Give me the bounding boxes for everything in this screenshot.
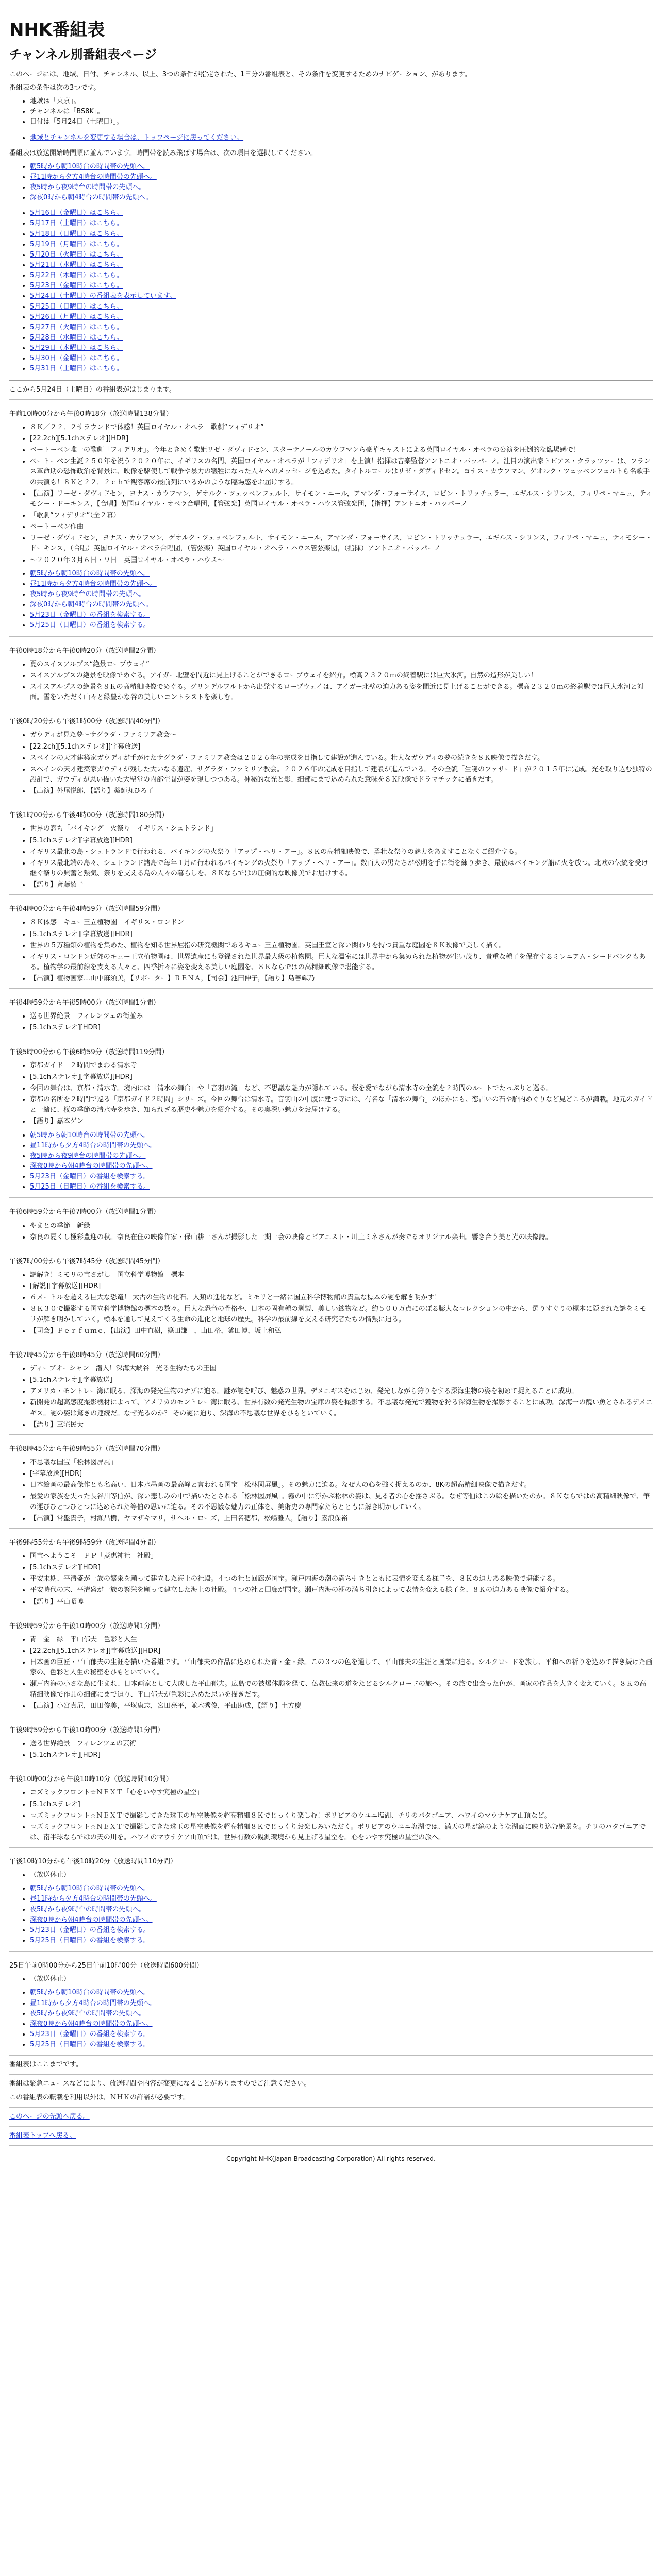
program-time: 午前10時00分から午後0時18分（放送時間138分間） bbox=[9, 410, 173, 418]
date-link[interactable]: 5月22日（木曜日）はこちら。 bbox=[30, 272, 123, 280]
date-link[interactable]: 5月30日（金曜日）はこちら。 bbox=[30, 354, 123, 363]
program-details bbox=[9, 1788, 653, 1843]
program-block bbox=[9, 1716, 653, 1760]
program-detail: • [22.2ch][5.1chステレオ][HDR] bbox=[30, 434, 653, 444]
program-detail: • 奈良の夏くし極彩豊迎の秋。奈良在住の映像作家・保山耕一さんが撮影した一期一会の映像とピアニスト・川上ミネさんが奏でるオリジナル楽曲。響き合う美と光の映像詩。 bbox=[30, 1232, 653, 1243]
date-item bbox=[30, 281, 653, 291]
program-detail: • 【出演】リーゼ・ダヴィドセン，ヨナス・カウフマン，ゲオルク・ツェッペンフェルト，サイモン・ニール，アマンダ・フォーサイス，ロビン・トリッチュラー，エギルス・シリンス，フィリペ・マニュ，ティモシー・ドーキンス，【合唱】英国ロイヤル・オペラ合唱団，【管弦楽】英国ロイヤル・オペラ・ハウス管弦楽団，【指揮】アントニオ・パッパーノ bbox=[30, 489, 653, 510]
program-detail: • リーゼ・ダヴィドセン，ヨナス・カウフマン，ゲオルク・ツェッペンフェルト，サイモン・ニール，アマンダ・フォーサイス，ロビン・トリッチュラー，エギルス・シリンス，フィリペ・マニュ，ティモシー・ドーキンス，（合唱）英国ロイヤル・オペラ合唱団，（管弦楽）英国ロイヤル・オペラ・ハウス管弦楽団，（指揮）アントニオ・パッパーノ bbox=[30, 533, 653, 554]
program-detail: • イギリス最北の島・シェトランドで行われる、バイキングの火祭り「アップ・ヘリ・アー」。８Ｋの高精細映像で、勇壮な祭りの魅力をあますことなくご紹介する。 bbox=[30, 847, 653, 857]
program-time: 午後0時18分から午後0時20分（放送時間2分間） bbox=[9, 647, 160, 655]
page-title: NHK番組表 bbox=[9, 20, 105, 40]
program-schedule bbox=[9, 399, 653, 2050]
program-time: 午後0時20分から午後1時00分（放送時間40分間） bbox=[9, 718, 164, 726]
program-detail: • アメリカ・モントレー湾に眠る、深海の発光生物のナゾに迫る。謎が謎を呼び、魅惑の世界。デメニギスをはじめ、発光しながら狩りをする深海生物の姿を初めて捉えることに成功。 bbox=[30, 1386, 653, 1397]
program-title: • やまとの季節 新緑 bbox=[30, 1221, 653, 1231]
program-block bbox=[9, 1247, 653, 1336]
program-details bbox=[9, 1870, 653, 1880]
program-details bbox=[9, 1739, 653, 1760]
condition-item: • チャンネルは「BS8K」。 bbox=[30, 107, 653, 117]
program-detail: • コズミックフロント☆ＮＥＸＴで撮影してきた珠玉の星空映像を超高精細８Ｋでじっくりお楽しみいただく。ボリビアのウユニ塩湖では、満天の星が鏡のような湖面に映り込む絶景を。チリのパタゴニアでは、南半球ならではの天の川を。ハワイのマウナケア山頂では、世界有数の観測環境から見上げる星空を。心をいやす究極の星空の旅へ。 bbox=[30, 1822, 653, 1843]
program-title: • ディープオーシャン 潜入！深海大峡谷 光る生物たちの王国 bbox=[30, 1364, 653, 1374]
program-detail: • [5.1chステレオ][字幕放送][HDR] bbox=[30, 929, 653, 940]
divider bbox=[9, 1197, 653, 1198]
date-link[interactable]: 5月17日（土曜日）はこちら。 bbox=[30, 219, 123, 228]
divider bbox=[9, 380, 653, 381]
divider bbox=[9, 399, 653, 400]
nav-link[interactable]: 朝5時から朝10時台の時間帯の先頭へ。 bbox=[30, 1989, 150, 1997]
program-time: 午後4時00分から午後4時59分（放送時間59分間） bbox=[9, 905, 164, 913]
program-title: • 不思議な国宝「松林図屏風」 bbox=[30, 1458, 653, 1468]
date-item bbox=[30, 240, 653, 250]
time-intro: 番組表は放送開始時間順に並んでいます。時間帯を読み飛ばす場合は、次の項目を選択してください。 bbox=[9, 149, 317, 157]
program-time: 午後8時45分から午後9時55分（放送時間70分間） bbox=[9, 1445, 164, 1453]
program-time: 午後7時45分から午後8時45分（放送時間60分間） bbox=[9, 1351, 164, 1359]
program-detail: • スペインの天才建築家ガウディが手がけたサグラダ・ファミリア教会は２０２６年の完成を目指して建設が進んでいる。壮大なガウディの夢の続きを８Ｋ映像で描きだす。 bbox=[30, 753, 653, 764]
program-time: 午後9時59分から午後10時00分（放送時間1分間） bbox=[9, 1622, 164, 1630]
date-item bbox=[30, 291, 653, 301]
program-detail: • [5.1chステレオ][字幕放送][HDR] bbox=[30, 1072, 653, 1082]
program-detail: • ６メートルを超える巨大な恐竜！ 太古の生物の化石、人類の進化など。ミモリと一緒に国立科学博物館の貴重な標本の謎を解き明かす！ bbox=[30, 1293, 653, 1303]
program-time: 午後1時00分から午後4時00分（放送時間180分間） bbox=[9, 811, 169, 820]
program-details bbox=[9, 1221, 653, 1243]
date-link[interactable]: 5月28日（水曜日）はこちら。 bbox=[30, 334, 123, 342]
program-detail: • スペインの天才建築家ガウディが残した大いなる遺産、サグラダ・ファミリア教会。２０２６年の完成を目指して建設が進んでいる。その全貌「生誕のファサード」が２０１５年に完成。光を取り込む独特の設計で、ガウディが思い描いた大聖堂の内部空間が姿を現しつつある。神秘的な光と影、細部にまで込められた意味を８Ｋ映像でドラマチックに描きだす。 bbox=[30, 765, 653, 785]
jump-evening-link[interactable]: 夜5時から夜9時台の時間帯の先頭へ。 bbox=[30, 183, 146, 192]
program-title: • （放送休止） bbox=[30, 1974, 653, 1985]
nav-link[interactable]: 朝5時から朝10時台の時間帯の先頭へ。 bbox=[30, 1885, 150, 1893]
date-link[interactable]: 5月31日（土曜日）はこちら。 bbox=[30, 365, 123, 373]
program-block bbox=[9, 1341, 653, 1430]
divider bbox=[9, 1434, 653, 1435]
date-link[interactable]: 5月24日（土曜日）の番組表を表示しています。 bbox=[30, 292, 176, 300]
program-detail: • イギリス最北端の島々、シェトランド諸島で毎年１月に行われるバイキングの火祭り「アップ・ヘリ・アー」。数百人の男たちが松明を手に街を練り歩き、最後はバイキング船に火を放つ。北欧の伝統を受け継ぐ祭りの興奮と熱気、祭りを支える島の人々の暮らしを、８Ｋならではの圧倒的な映像美でお届けする。 bbox=[30, 858, 653, 879]
jump-latenight-link[interactable]: 深夜0時から朝4時台の時間帯の先頭へ。 bbox=[30, 194, 153, 202]
divider bbox=[9, 1951, 653, 1952]
note-line: この番組表の転載を利用以外は、ＮＨＫの許諾が必要です。 bbox=[9, 2093, 190, 2102]
nav-link[interactable]: 5月23日（金曜日）の番組を検索する。 bbox=[30, 1173, 150, 1181]
divider bbox=[9, 2145, 653, 2146]
divider bbox=[9, 1847, 653, 1848]
divider bbox=[9, 2074, 653, 2075]
program-detail: • スイスアルプスの絶景を映像でめぐる。アイガー北壁を間近に見上げることができるロープウェイを紹介。標高２３２０ｍの終着駅には巨大氷河。自然の造形が美しい！ bbox=[30, 671, 653, 681]
program-detail: • 【語り】嘉本ゲン bbox=[30, 1116, 653, 1127]
divider bbox=[9, 988, 653, 989]
program-title: • 国宝へようこそ ＦＰ「菱惠神社 社殿」 bbox=[30, 1551, 653, 1562]
program-block bbox=[9, 988, 653, 1033]
program-details bbox=[9, 1974, 653, 1985]
page-subtitle: チャンネル別番組表ページ bbox=[9, 47, 157, 62]
nav-link[interactable]: 5月23日（金曜日）の番組を検索する。 bbox=[30, 1926, 150, 1934]
program-block bbox=[9, 1847, 653, 1946]
program-title: • 送る世界絶景 フィレンツェの街並み bbox=[30, 1011, 653, 1022]
program-block bbox=[9, 894, 653, 984]
program-detail: • 瀬戸内海の小さな島に生まれ、日本画家として大成した平山郁夫。広島での被爆体験を経て、仏教伝来の道をたどるシルクロードの旅へ。その旅で出会った色が、画家の作品を大きく変えていく。８Ｋの高精細映像で作品の細部にまで迫り、平山郁夫が色彩に込めた思いを描きだす。 bbox=[30, 1679, 653, 1700]
program-title: • ８Ｋ／２２．２サラウンドで体感！英国ロイヤル・オペラ 歌劇“フィデリオ” bbox=[30, 422, 653, 433]
nav-link[interactable]: 深夜0時から朝4時台の時間帯の先頭へ。 bbox=[30, 1916, 153, 1924]
change-area-link[interactable]: 地域とチャンネルを変更する場合は、トップページに戻ってください。 bbox=[30, 133, 244, 142]
program-details bbox=[9, 1270, 653, 1336]
note-line: 番組は緊急ニュースなどにより、放送時間や内容が変更になることがありますのでご注意ください。 bbox=[9, 2080, 311, 2088]
program-block bbox=[9, 1612, 653, 1711]
date-link[interactable]: 5月29日（木曜日）はこちら。 bbox=[30, 344, 123, 352]
nav-link[interactable]: 深夜0時から朝4時台の時間帯の先頭へ。 bbox=[30, 1162, 153, 1171]
nav-link[interactable]: 朝5時から朝10時台の時間帯の先頭へ。 bbox=[30, 1131, 150, 1139]
date-link[interactable]: 5月26日（月曜日）はこちら。 bbox=[30, 313, 123, 321]
program-block bbox=[9, 801, 653, 890]
program-detail: • [5.1chステレオ][HDR] bbox=[30, 1023, 653, 1033]
nav-link[interactable]: 昼11時から夕方4時台の時間帯の先頭へ。 bbox=[30, 1999, 157, 2007]
program-title: • コズミックフロント☆ＮＥＸＴ「心をいやす究極の星空」 bbox=[30, 1788, 653, 1798]
date-item bbox=[30, 208, 653, 218]
program-time: 午後9時59分から午後10時00分（放送時間1分間） bbox=[9, 1726, 164, 1734]
program-detail: • 【語り】斎藤綾子 bbox=[30, 880, 653, 890]
condition-item: • 地域は「東京」。 bbox=[30, 96, 653, 107]
date-item bbox=[30, 229, 653, 240]
program-detail: • 【司会】Ｐｅｒｆｕｍｅ，【出演】田中直樹，篠田謙一，山田格，釜田博，坂上和弘 bbox=[30, 1326, 653, 1336]
nav-link[interactable]: 5月25日（日曜日）の番組を検索する。 bbox=[30, 1937, 150, 1945]
program-details bbox=[9, 1011, 653, 1033]
nav-link[interactable]: 深夜0時から朝4時台の時間帯の先頭へ。 bbox=[30, 2020, 153, 2028]
program-detail: • 新開発の超高感度撮影機材によって、アメリカのモントレー湾に眠る、世界有数の発光生物の宝庫の姿を撮影する。不思議な発光で獲物を狩る深海生物を撮影することに成功。深海一の醜い魚とされるデメニギス。謎の姿は驚きの連続だ。なぜ光るのか？ その謎に迫り、深海の不思議な世界をひもといていく。 bbox=[30, 1398, 653, 1418]
nav-link[interactable]: 夜5時から夜9時台の時間帯の先頭へ。 bbox=[30, 1151, 146, 1160]
jump-morning-link[interactable]: 朝5時から朝10時台の時間帯の先頭へ。 bbox=[30, 162, 150, 171]
program-details bbox=[9, 918, 653, 984]
program-title: • （放送休止） bbox=[30, 1870, 653, 1880]
program-time: 午後10時00分から午後10時10分（放送時間10分間） bbox=[9, 1775, 173, 1784]
nav-link[interactable]: 朝5時から朝10時台の時間帯の先頭へ。 bbox=[30, 569, 150, 578]
program-details bbox=[9, 730, 653, 796]
nav-link[interactable]: 夜5時から夜9時台の時間帯の先頭へ。 bbox=[30, 2009, 146, 2018]
program-time: 午後6時59分から午後7時00分（放送時間1分間） bbox=[9, 1208, 160, 1216]
program-title: • 送る世界絶景 フィレンツェの芸術 bbox=[30, 1739, 653, 1749]
program-detail: • 【語り】平山昭博 bbox=[30, 1597, 653, 1607]
date-item bbox=[30, 353, 653, 364]
divider bbox=[9, 894, 653, 895]
date-item bbox=[30, 250, 653, 260]
conditions-heading: 番組表の条件は次の3つです。 bbox=[9, 83, 101, 92]
jump-daytime-link[interactable]: 昼11時から夕方4時台の時間帯の先頭へ。 bbox=[30, 173, 157, 181]
nav-link[interactable]: 5月25日（日曜日）の番組を検索する。 bbox=[30, 621, 150, 630]
program-block bbox=[9, 1528, 653, 1607]
program-time: 午後9時55分から午後9時59分（放送時間4分間） bbox=[9, 1538, 160, 1547]
nav-link[interactable]: 夜5時から夜9時台の時間帯の先頭へ。 bbox=[30, 590, 146, 598]
date-item bbox=[30, 333, 653, 343]
program-detail: • [22.2ch][5.1chステレオ][字幕放送][HDR] bbox=[30, 1646, 653, 1656]
nav-link[interactable]: 5月25日（日曜日）の番組を検索する。 bbox=[30, 1183, 150, 1191]
program-time: 午後10時10分から午後10時20分（放送時間110分間） bbox=[9, 1858, 177, 1866]
program-time: 午後4時59分から午後5時00分（放送時間1分間） bbox=[9, 999, 160, 1007]
program-block bbox=[9, 1197, 653, 1242]
program-detail: • 日本絵画の最高傑作とも名高い、日本水墨画の最高峰と言われる国宝「松林図屏風」。その魅力に迫る。なぜ人の心を強く捉えるのか、8Kの超高精細映像で描きだす。 bbox=[30, 1480, 653, 1490]
program-nav-links bbox=[9, 1130, 653, 1193]
time-jump-list bbox=[9, 162, 653, 204]
program-time: 午後7時00分から午後7時45分（放送時間45分間） bbox=[9, 1257, 164, 1265]
program-details bbox=[9, 659, 653, 703]
page-intro: このページには、地域、日付、チャンネル、以上、3つの条件が指定された、1日分の番組表と、その条件を変更するためのナビゲーション、があります。 bbox=[9, 70, 471, 78]
program-detail: • 「歌劇“フィデリオ”（全２幕）」 bbox=[30, 511, 653, 521]
program-detail: • イギリス・ロンドン近郊のキュー王立植物園は、世界遺産にも登録された世界最大級の植物園。巨大な温室には世界中から集められた植物が生い茂り、貴重な種子を保存するミレニアム・シードバンクもある。植物学の最前線を支える人々と、四季折々に姿を変える美しい庭園を、８Ｋならではの高精細映像で堪能する。 bbox=[30, 952, 653, 973]
program-detail: • ベートーベン生誕２５０年を祝う２０２０年に、イギリスの名門、英国ロイヤル・オペラが「フィデリオ」を上演！指揮は音楽監督アントニオ・パッパーノ。注目の演出家トビアス・クラッツァーは、フランス革命期の恐怖政治を背景に、映像を駆使して戦争や暴力の犠牲になった人々へのメッセージを込めた。タイトルロールはリゼ・ダヴィドセン。ヨナス・カウフマン、ゲオルク・ツェッペンフェルトら名歌手の共演も！８Ｋと２２．２ｃｈで観客席の最前列にいるかのような臨場感をお届けする。 bbox=[30, 456, 653, 487]
date-link[interactable]: 5月21日（水曜日）はこちら。 bbox=[30, 261, 123, 269]
date-item bbox=[30, 323, 653, 333]
program-block bbox=[9, 707, 653, 796]
nav-link[interactable]: 5月23日（金曜日）の番組を検索する。 bbox=[30, 611, 150, 619]
date-item bbox=[30, 270, 653, 281]
program-title: • 世界の窓ち「バイキング 火祭り イギリス・シェトランド」 bbox=[30, 824, 653, 834]
program-nav-links bbox=[9, 1988, 653, 2050]
program-title: • 謎解き！ミモリの宝さがし 国立科学博物館 標本 bbox=[30, 1270, 653, 1280]
program-detail: • [5.1chステレオ][字幕放送] bbox=[30, 1375, 653, 1385]
program-detail: • コズミックフロント☆ＮＥＸＴで撮影してきた珠玉の星空映像を超高精細８Ｋでじっくり楽しむ！ボリビアのウユニ塩湖、チリのパタゴニア、ハワイのマウナケア山頂など。 bbox=[30, 1811, 653, 1821]
program-details bbox=[9, 1458, 653, 1524]
date-link[interactable]: 5月18日（日曜日）はこちら。 bbox=[30, 230, 123, 238]
program-block bbox=[9, 399, 653, 631]
program-detail: • 平安末期、平清盛が一族の繁栄を願って建立した海上の社殿。４つの社と回廊が国宝。瀬戸内海の潮の満ち引きとともに表情を変える様子を、８Ｋの迫力ある映像で堪能する。 bbox=[30, 1574, 653, 1584]
program-detail: • 京都の名所を２時間で巡る「京都ガイド２時間」シリーズ。今回の舞台は清水寺。音羽山の中腹に建つ寺には、有名な「清水の舞台」のほかにも、恋占いの石や胎内めぐりなど見どころが満載。地元のガイドと一緒に、桜の季節の清水寺を歩き、知られざる歴史や魅力を紹介する。その奥深い魅力をお届けする。 bbox=[30, 1095, 653, 1115]
program-details bbox=[9, 1551, 653, 1607]
date-item bbox=[30, 364, 653, 374]
program-detail: • [解説][字幕放送][HDR] bbox=[30, 1281, 653, 1292]
nav-link[interactable]: 深夜0時から朝4時台の時間帯の先頭へ。 bbox=[30, 601, 153, 609]
nav-link[interactable]: 夜5時から夜9時台の時間帯の先頭へ。 bbox=[30, 1905, 146, 1913]
program-block bbox=[9, 1765, 653, 1843]
program-title: • ガウディが見た夢〜サグラダ・ファミリア教会〜 bbox=[30, 730, 653, 740]
date-item bbox=[30, 312, 653, 323]
program-detail: • 世界の５万種類の植物を集めた、植物を知る世界屈指の研究機関であるキュー王立植物園。英国王室と深い関わりを持つ貴重な庭園を８Ｋ映像で美しく描く。 bbox=[30, 941, 653, 951]
program-detail: • ベートーベン作曲 bbox=[30, 522, 653, 532]
nav-link[interactable]: 5月23日（金曜日）の番組を検索する。 bbox=[30, 2030, 150, 2039]
program-detail: • 【出演】小宮真尼，田田俊美，平塚康志，宮田亮平，並木秀俊，平山助成，【語り】土方慶 bbox=[30, 1701, 653, 1711]
program-detail: • スイスアルプスの絶景を８Ｋの高精細映像でめぐる。グリンデルワルトから出発するロープウェイは、アイガー北壁の迫力ある姿を間近に見上げることができる。標高２３２０ｍの終着駅では巨大氷河と対面。雪をいただく山々と緑豊かな谷の美しいコントラストを楽しむ。 bbox=[30, 682, 653, 703]
page-top-link[interactable]: このページの先頭へ戻る。 bbox=[9, 2112, 90, 2121]
date-link[interactable]: 5月16日（金曜日）はこちら。 bbox=[30, 209, 123, 217]
schedule-start: ここから5月24日（土曜日）の番組表がはじまります。 bbox=[9, 385, 176, 394]
change-list bbox=[9, 133, 653, 143]
program-detail: • 【出演】常盤貴子，村瀬昌樹，ヤマザキマリ，サヘル・ローズ，上田名穂都，松嶋雅人，【語り】素浪保裕 bbox=[30, 1514, 653, 1524]
program-detail: • 【語り】三宅民夫 bbox=[30, 1420, 653, 1430]
divider bbox=[9, 2126, 653, 2127]
program-detail: • [5.1chステレオ][HDR] bbox=[30, 1750, 653, 1760]
nav-link[interactable]: 昼11時から夕方4時台の時間帯の先頭へ。 bbox=[30, 1895, 157, 1903]
condition-item: • 日付は「5月24日（土曜日）」。 bbox=[30, 117, 653, 127]
program-detail: • 日本画の巨匠・平山郁夫の生涯を描いた番組です。平山郁夫の作品に込められた青・金・緑。この３つの色を通して、平山郁夫の生涯と画業に迫る。シルクロードを旅し、平和への祈りを込めて描き続けた画家の、色彩と人生の秘密をひもといていく。 bbox=[30, 1657, 653, 1678]
program-block bbox=[9, 1038, 653, 1193]
program-details bbox=[9, 1635, 653, 1711]
date-item bbox=[30, 302, 653, 312]
divider bbox=[9, 2055, 653, 2056]
program-time: 午後5時00分から午後6時59分（放送時間119分間） bbox=[9, 1048, 169, 1056]
copyright: Copyright NHK(Japan Broadcasting Corporation) All rights reserved. bbox=[226, 2155, 436, 2163]
program-nav-links bbox=[9, 1884, 653, 1946]
program-nav-links bbox=[9, 569, 653, 631]
program-detail: • 最愛の家族を失った長谷川等伯が、深い悲しみの中で描いたとされる「松林図屏風」。霧の中に浮かぶ松林の姿は、見る者の心を揺さぶる。なぜ等伯はこの絵を描いたのか。８Ｋならではの高精細映像で、筆の運びひとつひとつに込められた等伯の思いに迫る。その不思議な魅力の正体を、美術史の専門家たちとともに解き明かしていく。 bbox=[30, 1492, 653, 1512]
program-title: • 夏のスイスアルプス“絶景ロープウェイ” bbox=[30, 659, 653, 670]
program-detail: • [字幕放送][HDR] bbox=[30, 1469, 653, 1479]
nav-link[interactable]: 昼11時から夕方4時台の時間帯の先頭へ。 bbox=[30, 580, 157, 588]
schedule-end: 番組表はここまでです。 bbox=[9, 2061, 82, 2069]
nav-link[interactable]: 昼11時から夕方4時台の時間帯の先頭へ。 bbox=[30, 1141, 157, 1149]
program-details bbox=[9, 422, 653, 566]
program-title: • 青 金 緑 平山郁夫 色彩と人生 bbox=[30, 1635, 653, 1645]
date-link[interactable]: 5月25日（日曜日）はこちら。 bbox=[30, 302, 123, 311]
date-link[interactable]: 5月20日（火曜日）はこちら。 bbox=[30, 250, 123, 259]
program-detail: • 〜２０２０年３月６日・９日 英国ロイヤル・オペラ・ハウス〜 bbox=[30, 555, 653, 566]
program-block bbox=[9, 1434, 653, 1524]
program-time: 25日午前0時00分から25日午前10時00分（放送時間600分間） bbox=[9, 1962, 203, 1970]
date-link[interactable]: 5月19日（月曜日）はこちら。 bbox=[30, 240, 123, 248]
program-title: • 京都ガイド ２時間でまわる清水寺 bbox=[30, 1061, 653, 1071]
program-detail: • [22.2ch][5.1chステレオ][字幕放送] bbox=[30, 742, 653, 752]
program-title: • ８Ｋ体感 キュー王立植物園 イギリス・ロンドン bbox=[30, 918, 653, 928]
conditions-list bbox=[9, 96, 653, 127]
program-detail: • 今回の舞台は、京都・清水寺。境内には「清水の舞台」や「音羽の滝」など、不思議な魅力が隠れている。桜を愛でながら清水寺の全貌を２時間のルートでたっぷりと巡る。 bbox=[30, 1083, 653, 1094]
program-block bbox=[9, 1951, 653, 2050]
program-detail: • [5.1chステレオ][HDR] bbox=[30, 1563, 653, 1573]
program-details bbox=[9, 1061, 653, 1127]
date-item bbox=[30, 343, 653, 353]
date-link[interactable]: 5月23日（金曜日）はこちら。 bbox=[30, 282, 123, 290]
program-details bbox=[9, 824, 653, 890]
program-block bbox=[9, 636, 653, 703]
date-link[interactable]: 5月27日（火曜日）はこちら。 bbox=[30, 323, 123, 331]
date-list bbox=[9, 208, 653, 374]
program-detail: • ８Ｋ３０で撮影する国立科学博物館の標本の数々。巨大な恐竜の骨格や、日本の固有種の剥製、美しい鉱物など。約５００万点にのぼる膨大なコレクションの中から、選りすぐりの標本に隠された謎をミモリが解き明かしていく。標本を通して見えてくる生命の進化と地球の歴史。科学の最前線を支える研究者たちの情熱に迫る。 bbox=[30, 1304, 653, 1325]
divider bbox=[9, 1528, 653, 1529]
date-item bbox=[30, 218, 653, 229]
program-detail: • [5.1chステレオ] bbox=[30, 1800, 653, 1810]
program-detail: • 【出演】植物画家…山中麻須美，【リポーター】ＲＥＮＡ，【司会】池田伸子，【語り】島善輝乃 bbox=[30, 974, 653, 984]
schedule-top-link[interactable]: 番組表トップへ戻る。 bbox=[9, 2131, 76, 2140]
program-detail: • [5.1chステレオ][字幕放送][HDR] bbox=[30, 836, 653, 846]
nav-link[interactable]: 5月25日（日曜日）の番組を検索する。 bbox=[30, 2041, 150, 2049]
program-details bbox=[9, 1364, 653, 1430]
program-detail: • 平安時代の末、平清盛が一族の繁栄を願って建立した海上の社殿。４つの社と回廊が国宝。瀬戸内海の潮の満ち引きによって表情を変える様子を、８Ｋの迫力ある映像で紹介する。 bbox=[30, 1585, 653, 1596]
program-detail: • ベートーベン唯一の歌劇「フィデリオ」。今年ときめく歌姫リゼ・ダヴィドセン、スターテノールのカウフマンら豪華キャストによる英国ロイヤル・オペラの公演を圧倒的な臨場感で！ bbox=[30, 445, 653, 455]
program-detail: • 【出演】外尾悦郎，【語り】薬師丸ひろ子 bbox=[30, 786, 653, 796]
date-item bbox=[30, 260, 653, 270]
divider bbox=[9, 2107, 653, 2108]
divider bbox=[9, 636, 653, 637]
